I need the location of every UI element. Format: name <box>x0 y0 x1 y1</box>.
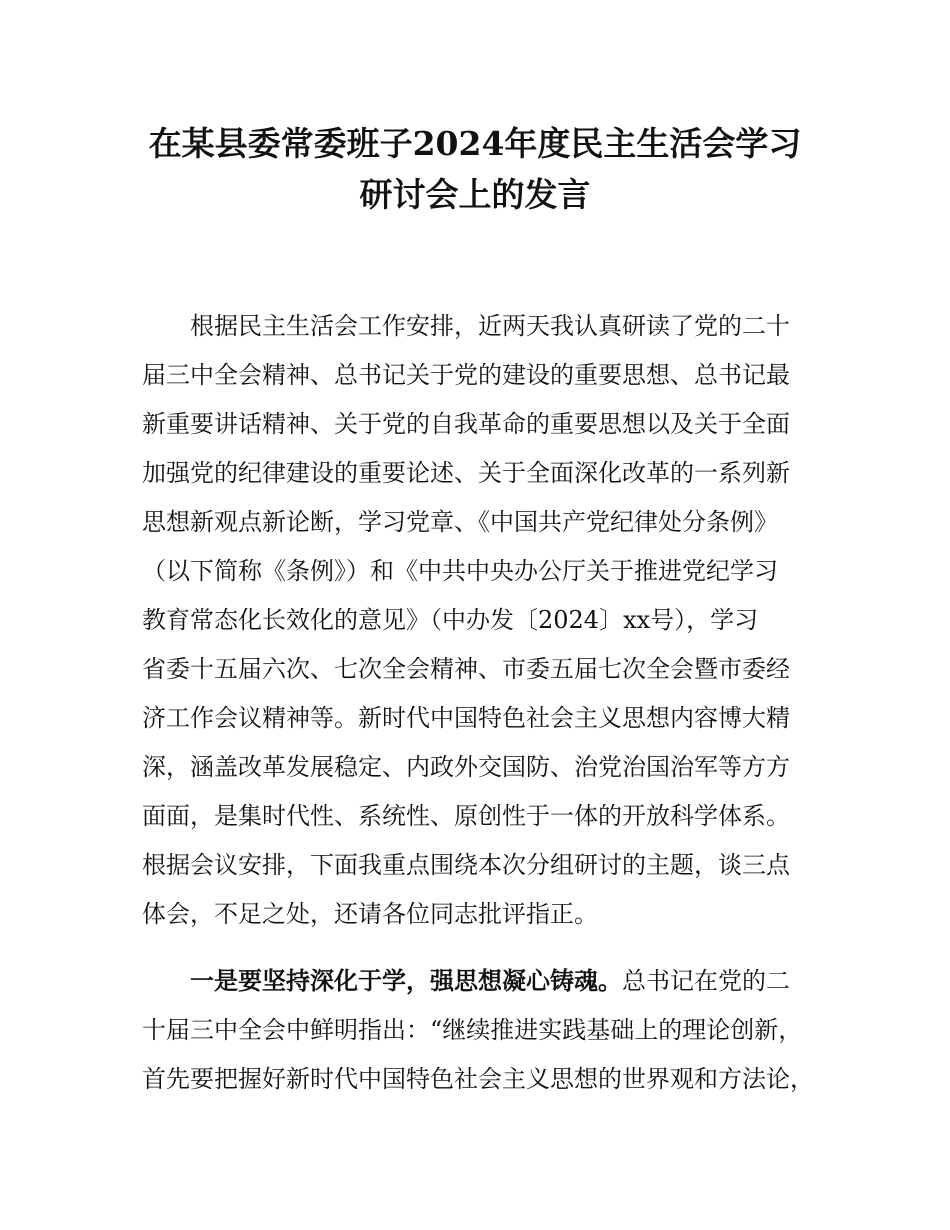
paragraph-2-line-3: 首先要把握好新时代中国特色社会主义思想的世界观和方法论， <box>142 1065 814 1093</box>
paragraph-1-line-2: 届三中全会精神、总书记关于党的建设的重要思想、总书记最 <box>142 361 790 389</box>
paragraph-1-line-1: 根据民主生活会工作安排，近两天我认真研读了党的二十 <box>190 312 790 340</box>
paragraph-1-line-13: 体会，不足之处，还请各位同志批评指正。 <box>142 900 598 928</box>
paragraph-1-line-12: 根据会议安排，下面我重点围绕本次分组研讨的主题，谈三点 <box>142 851 790 879</box>
paragraph-1-line-8: 省委十五届六次、七次全会精神、市委五届七次全会暨市委经 <box>142 655 790 683</box>
paragraph-1-line-6: （以下简称《条例》）和《中共中央办公厅关于推进党纪学习 <box>142 557 778 585</box>
paragraph-2-line-1 <box>190 966 890 996</box>
paragraph-2-line-1-text: 总书记在党的二 <box>622 967 790 995</box>
paragraph-1-line-5: 思想新观点新论断，学习党章、《中国共产党纪律处分条例》 <box>142 508 778 536</box>
paragraph-1-line-3: 新重要讲话精神、关于党的自我革命的重要思想以及关于全面 <box>142 410 790 438</box>
document-title-line-1: 在某县委常委班子2024年度民主生活会学习 <box>148 124 802 163</box>
paragraph-1-line-7: 教育常态化长效化的意见》（中办发〔2024〕xx号），学习 <box>142 606 759 634</box>
paragraph-1-line-11: 面面，是集时代性、系统性、原创性于一体的开放科学体系。 <box>142 802 790 830</box>
paragraph-2-lead: 一是要坚持深化于学，强思想凝心铸魂。 <box>190 967 622 995</box>
paragraph-2-line-2: 十届三中全会中鲜明指出：“继续推进实践基础上的理论创新， <box>142 1016 803 1044</box>
paragraph-1-line-9: 济工作会议精神等。新时代中国特色社会主义思想内容博大精 <box>142 704 790 732</box>
paragraph-1-line-4: 加强党的纪律建设的重要论述、关于全面深化改革的一系列新 <box>142 459 790 487</box>
document-title-line-2: 研讨会上的发言 <box>359 175 591 214</box>
paragraph-1-line-10: 深，涵盖改革发展稳定、内政外交国防、治党治国治军等方方 <box>142 753 790 781</box>
